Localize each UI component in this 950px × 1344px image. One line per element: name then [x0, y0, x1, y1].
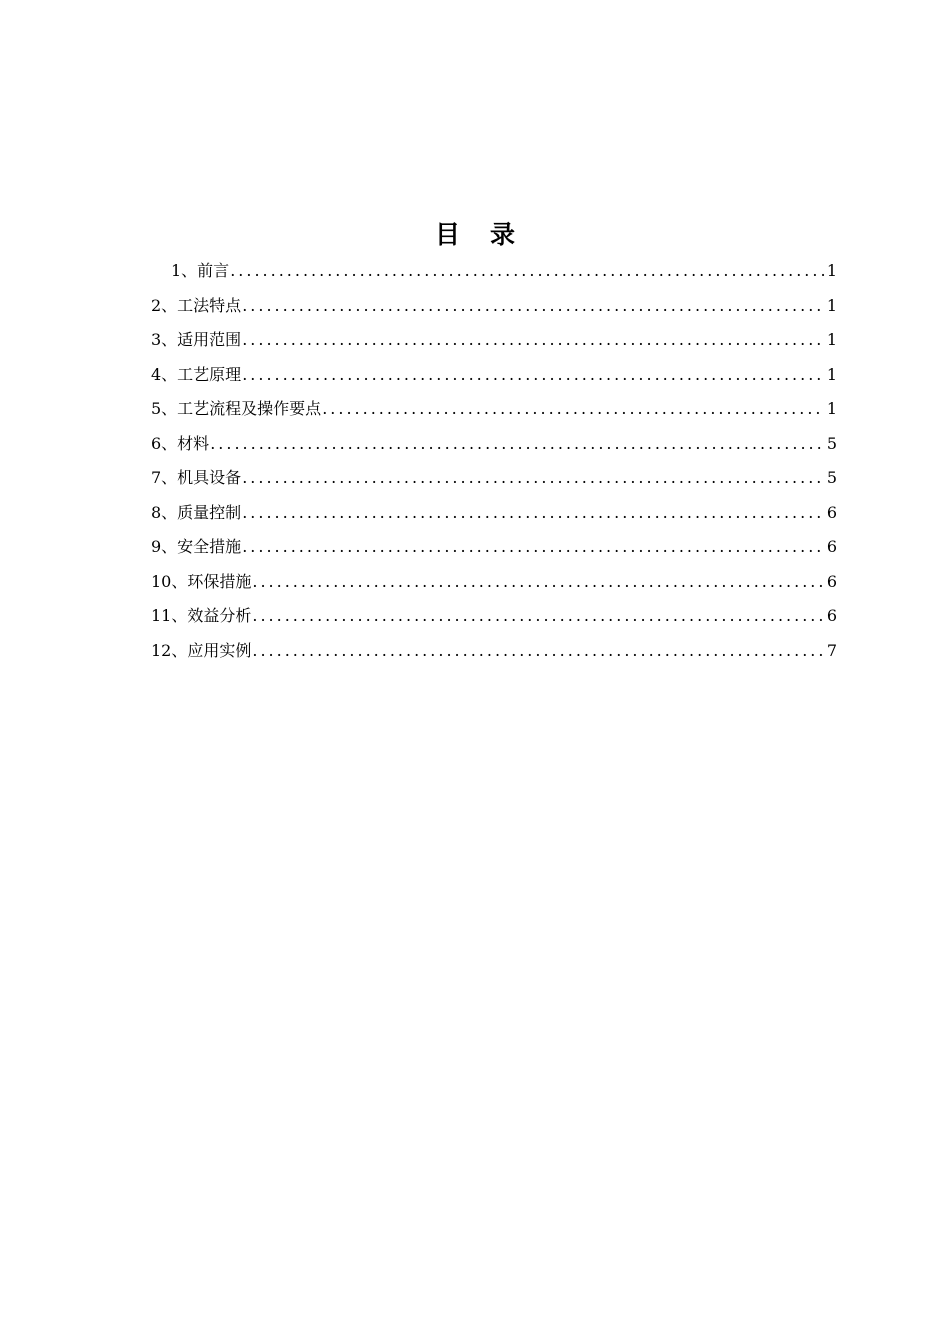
toc-title: 目录: [434, 219, 545, 249]
toc-dot-leader: [242, 289, 825, 324]
toc-entry[interactable]: [151, 392, 837, 427]
toc-entry-page: 5: [826, 468, 837, 487]
toc-entry[interactable]: [151, 496, 837, 531]
toc-entry-label: 4、工艺原理: [151, 364, 242, 384]
toc-entry[interactable]: [151, 530, 837, 565]
toc-entry-page: 6: [826, 606, 837, 625]
toc-entry[interactable]: [151, 427, 837, 462]
toc-entry-label: 8、质量控制: [151, 502, 242, 522]
toc-entry-label: 6、材料: [151, 433, 210, 453]
toc-entry-label: 5、工艺流程及操作要点: [151, 399, 322, 418]
toc-entry[interactable]: [151, 599, 837, 634]
toc-dot-leader: [242, 530, 825, 565]
toc-entry[interactable]: [151, 254, 837, 289]
toc-entry-page: 1: [826, 261, 837, 280]
toc-entry[interactable]: [151, 565, 837, 600]
toc-entry-label: 7、机具设备: [151, 468, 242, 487]
toc-dot-leader: [242, 323, 825, 358]
toc-entry-page: 1: [826, 330, 837, 349]
toc-entry[interactable]: [151, 323, 837, 358]
toc-entry[interactable]: [151, 461, 837, 496]
toc-dot-leader: [242, 358, 825, 393]
toc-dot-leader: [252, 565, 824, 600]
toc-entry-page: 6: [826, 571, 837, 591]
toc-entry-page: 6: [826, 537, 837, 556]
toc-dot-leader: [230, 254, 825, 289]
toc-entry[interactable]: [151, 358, 837, 393]
toc-entry-page: 5: [826, 433, 837, 453]
toc-entry-label: 11、效益分析: [151, 606, 252, 625]
toc-entry-page: 6: [826, 502, 837, 522]
toc-entry[interactable]: [151, 289, 837, 324]
toc-entry-label: 10、环保措施: [151, 571, 252, 591]
toc-dot-leader: [252, 634, 824, 669]
toc-entry-label: 3、适用范围: [151, 330, 242, 349]
toc-entry-page: 1: [826, 295, 837, 315]
toc-dot-leader: [242, 461, 825, 496]
toc-entry-label: 9、安全措施: [151, 537, 242, 556]
toc-entry-label: 1、前言: [171, 261, 230, 280]
toc-list: [151, 254, 837, 668]
toc-dot-leader: [252, 599, 824, 634]
toc-entry[interactable]: [151, 634, 837, 669]
toc-entry-page: 1: [826, 399, 837, 418]
toc-entry-page: 7: [826, 640, 837, 660]
toc-entry-label: 2、工法特点: [151, 295, 242, 315]
toc-entry-page: 1: [826, 364, 837, 384]
toc-dot-leader: [210, 427, 825, 462]
toc-dot-leader: [242, 496, 825, 531]
toc-entry-label: 12、应用实例: [151, 640, 252, 660]
toc-dot-leader: [322, 392, 825, 427]
